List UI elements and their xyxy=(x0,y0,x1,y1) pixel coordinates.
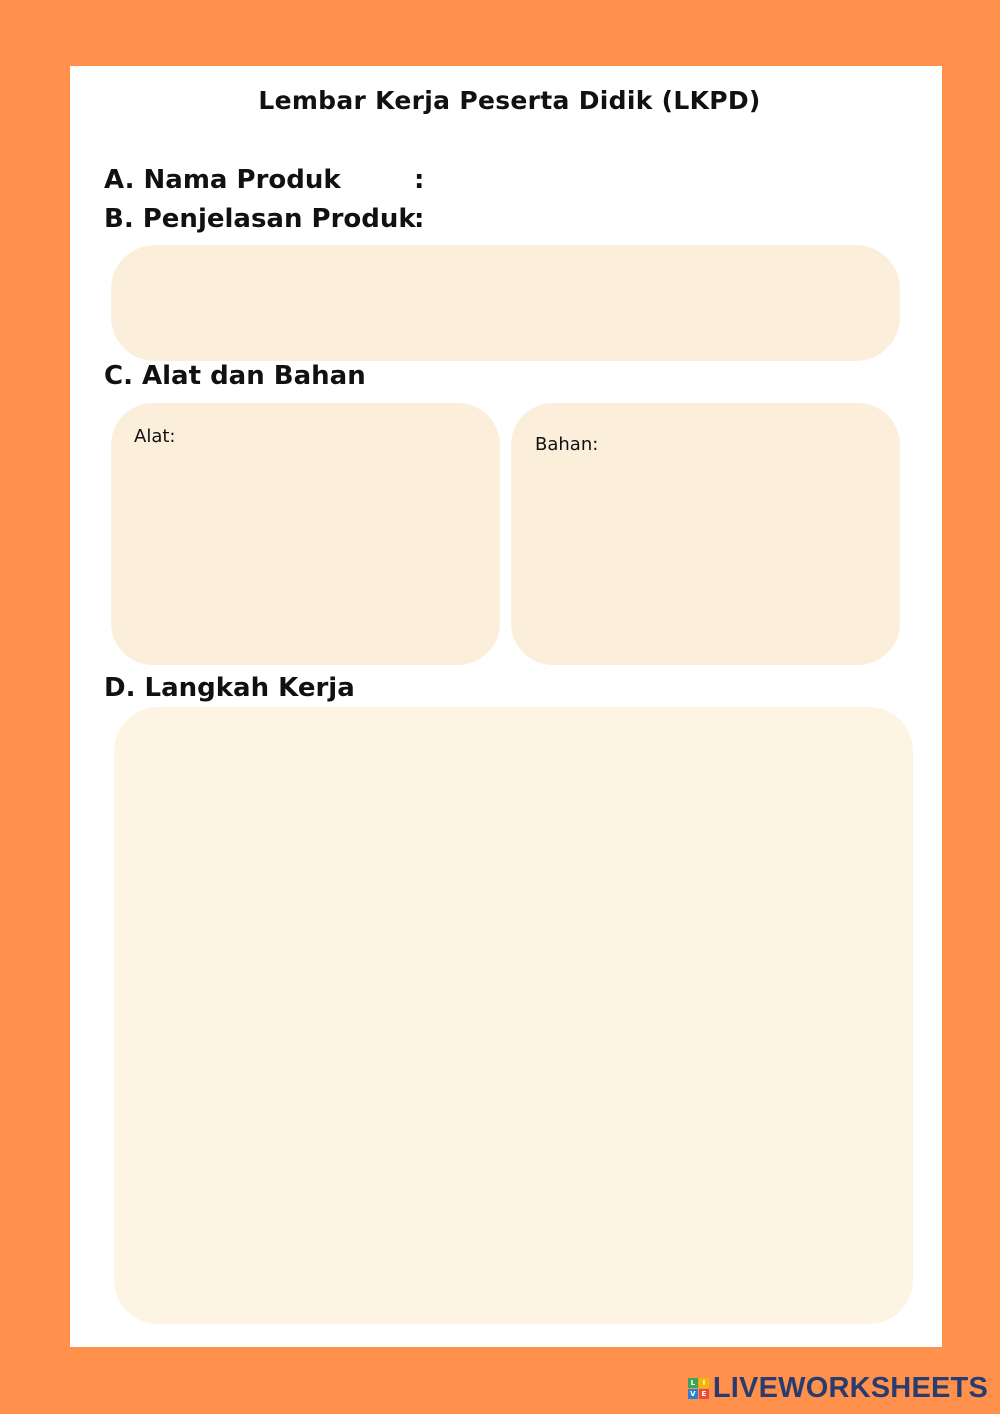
section-c-label: C. Alat dan Bahan xyxy=(104,361,366,391)
section-a-colon: : xyxy=(414,165,425,195)
liveworksheets-logo-icon: L I V E xyxy=(688,1378,709,1399)
bahan-box[interactable] xyxy=(511,403,900,665)
brand-name: LIVEWORKSHEETS xyxy=(712,1372,988,1404)
work-steps-box[interactable] xyxy=(114,707,913,1324)
product-explanation-box[interactable] xyxy=(111,245,900,361)
alat-box[interactable] xyxy=(111,403,500,665)
section-d-label: D. Langkah Kerja xyxy=(104,673,355,703)
section-b-label: B. Penjelasan Produk xyxy=(104,204,416,234)
section-a-label: A. Nama Produk xyxy=(104,165,341,195)
section-b-colon: : xyxy=(414,204,425,234)
brand-footer xyxy=(688,1372,988,1405)
bahan-label: Bahan: xyxy=(535,434,599,455)
worksheet-title: Lembar Kerja Peserta Didik (LKPD) xyxy=(258,86,761,115)
alat-label: Alat: xyxy=(134,426,176,447)
